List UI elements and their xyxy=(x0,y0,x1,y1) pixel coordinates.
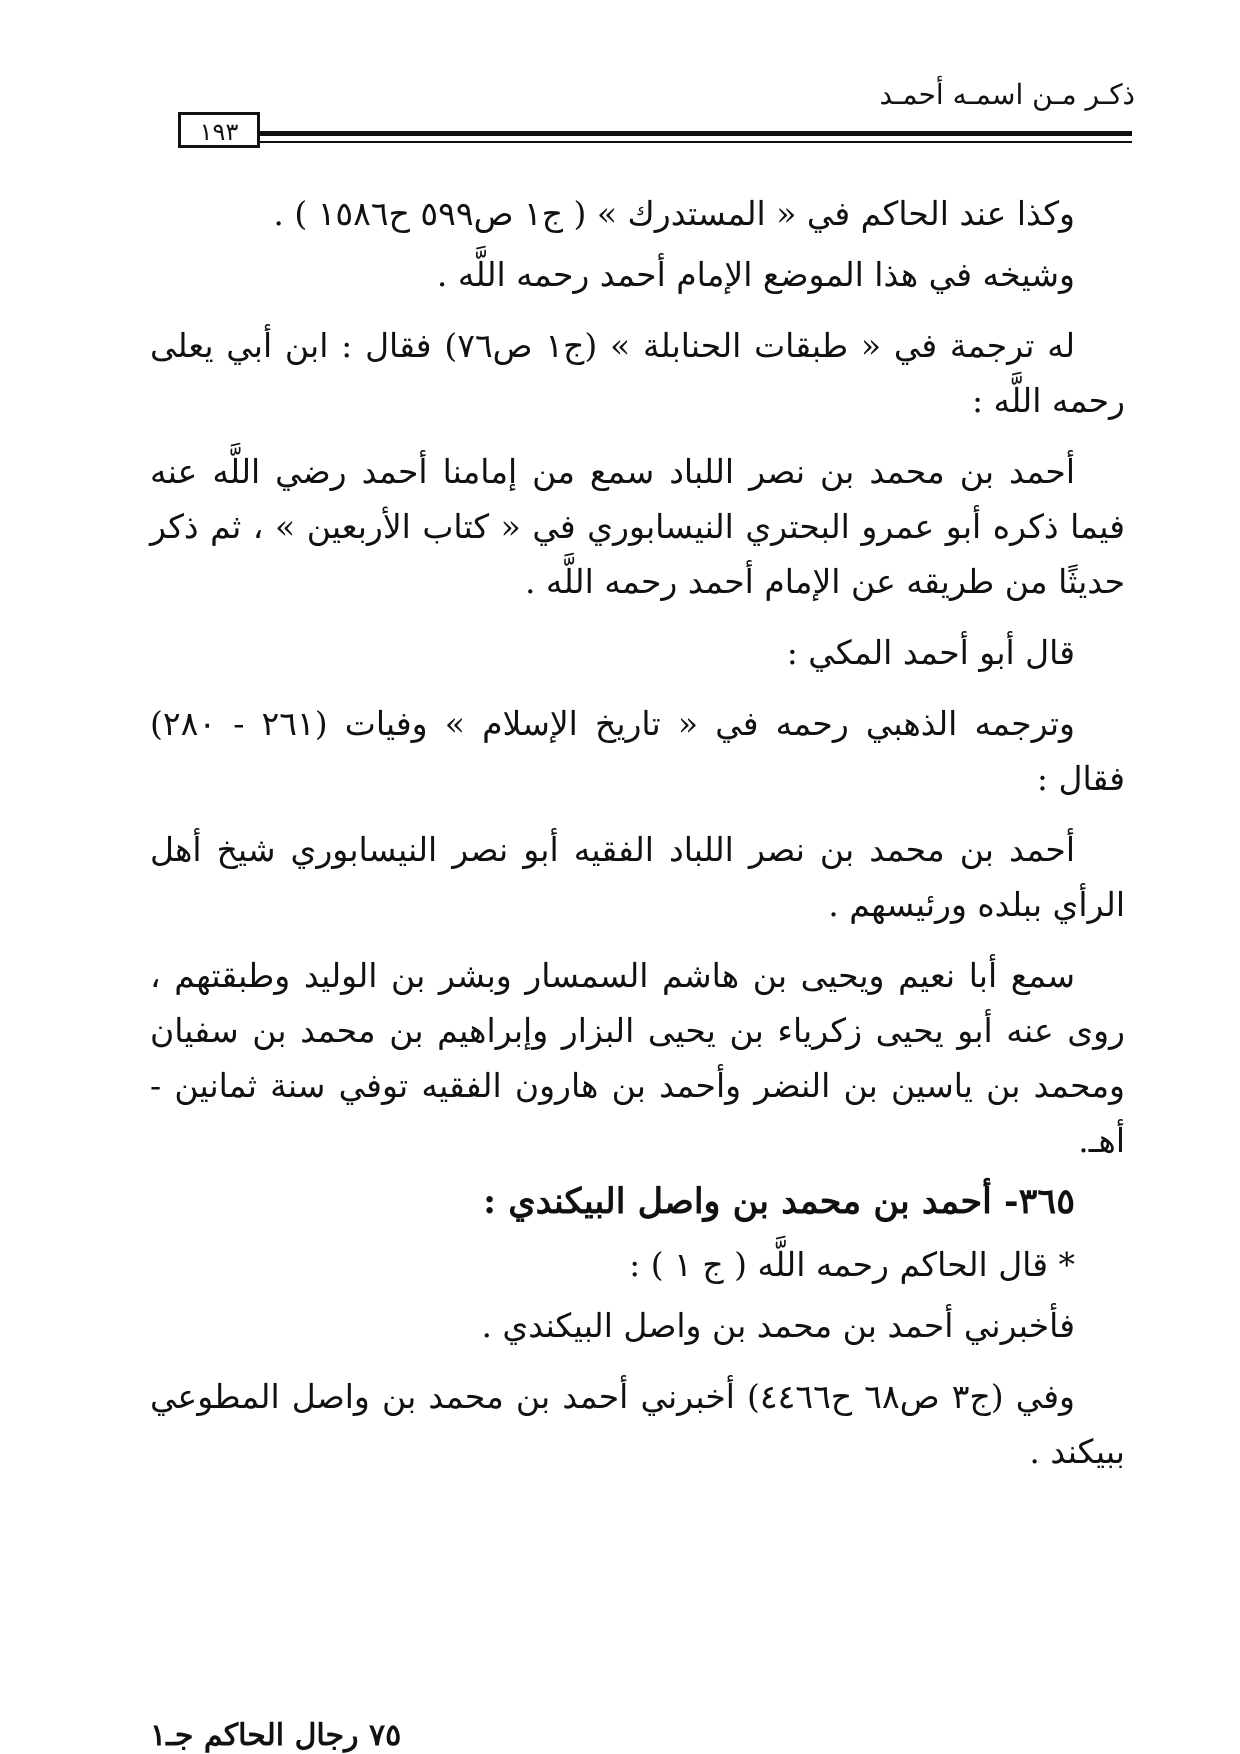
paragraph: أحمد بن محمد بن نصر اللباد سمع من إمامنا أحمد رضي اللَّه عنه فيما ذكره أبو عمرو البحتري النيسابوري في « كتاب الأربعين » ، ثم ذكر حديثًا من طريقه عن الإمام أحمد رحمه اللَّه . xyxy=(150,452,1125,601)
paragraph: له ترجمة في « طبقات الحنابلة » (ج١ ص٧٦) فقال : ابن أبي يعلى رحمه اللَّه : xyxy=(150,326,1125,420)
footer-signature: ٧٥ رجال الحاكم جـ١ xyxy=(150,1718,402,1753)
running-header: ذكـر مـن اسمـه أحمـد xyxy=(879,78,1135,111)
page-number: ١٩٣ xyxy=(178,112,260,148)
paragraph: وكذا عند الحاكم في « المستدرك » ( ج١ ص٥٩٩ ح١٥٨٦ ) . xyxy=(273,194,1075,233)
paragraph: وشيخه في هذا الموضع الإمام أحمد رحمه اللَّه . xyxy=(436,255,1075,294)
header-rule xyxy=(260,131,1132,136)
entry-heading: ٣٦٥- أحمد بن محمد بن واصل البيكندي : xyxy=(483,1181,1075,1222)
entry-paragraph: * قال الحاكم رحمه اللَّه ( ج ١ ) : xyxy=(629,1245,1075,1284)
header-rule-thin xyxy=(260,141,1132,143)
body-text xyxy=(150,186,1125,1495)
paragraph: سمع أبا نعيم ويحيى بن هاشم السمسار وبشر بن الوليد وطبقتهم ، روى عنه أبو يحيى زكرياء بن يحيى البزار وإبراهيم بن محمد بن سفيان ومحمد بن ياسين بن النضر وأحمد بن هارون الفقيه توفي سنة ثمانين - أهـ. xyxy=(150,956,1125,1160)
entry-paragraph: وفي (ج٣ ص٦٨ ح٤٤٦٦) أخبرني أحمد بن محمد بن واصل المطوعي ببيكند . xyxy=(150,1377,1125,1471)
entry-paragraph: فأخبرني أحمد بن محمد بن واصل البيكندي . xyxy=(481,1306,1075,1345)
paragraph: قال أبو أحمد المكي : xyxy=(786,633,1075,672)
paragraph: أحمد بن محمد بن نصر اللباد الفقيه أبو نصر النيسابوري شيخ أهل الرأي ببلده ورئيسهم . xyxy=(150,830,1125,924)
paragraph: وترجمه الذهبي رحمه في « تاريخ الإسلام » وفيات (٢٦١ - ٢٨٠) فقال : xyxy=(150,704,1125,798)
